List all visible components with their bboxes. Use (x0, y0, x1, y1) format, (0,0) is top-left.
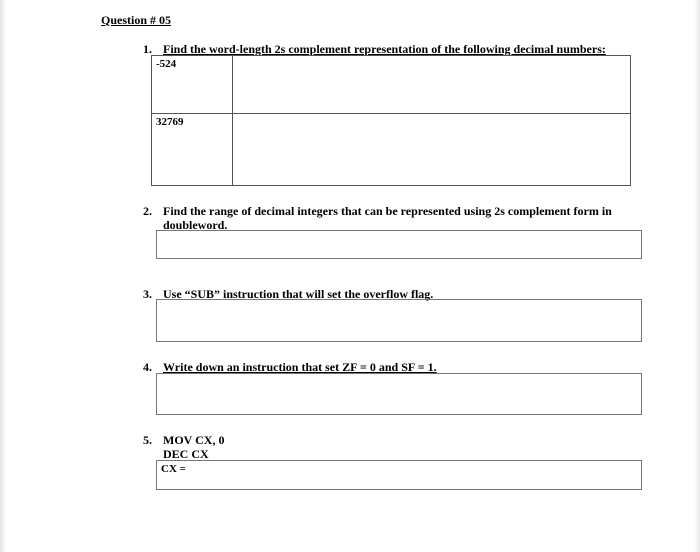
page-edge-left (0, 0, 6, 552)
question-1-number: 1. (143, 42, 152, 56)
question-title: Question # 05 (101, 13, 172, 27)
question-3-answer-box[interactable] (156, 299, 642, 342)
question-3-text: Use “SUB” instruction that will set the overflow flag. (163, 287, 434, 301)
question-1-text: Find the word-length 2s complement representation of the following decimal numbers: (163, 42, 606, 56)
table-cell-number: -524 (152, 56, 233, 114)
question-4-number: 4. (143, 360, 152, 374)
page-edge-right (694, 0, 700, 552)
table-cell-answer[interactable] (233, 114, 631, 186)
question-5-line-2: DEC CX (163, 447, 209, 461)
question-4-answer-box[interactable] (156, 373, 642, 415)
question-5-answer-box[interactable] (156, 460, 642, 490)
question-5-number: 5. (143, 433, 152, 447)
question-2-text: Find the range of decimal integers that can be represented using 2s complement form in doubleword. (163, 204, 612, 232)
question-5-line-1: MOV CX, 0 (163, 433, 225, 447)
question-1-answer-table (151, 55, 631, 186)
table-cell-number: 32769 (152, 114, 233, 186)
question-2-answer-box[interactable] (156, 230, 642, 259)
table-row (152, 56, 631, 114)
question-3-number: 3. (143, 287, 152, 301)
question-5-answer-label: CX = (161, 463, 186, 475)
table-cell-answer[interactable] (233, 56, 631, 114)
question-2-number: 2. (143, 204, 152, 218)
table-row (152, 114, 631, 186)
question-4-text: Write down an instruction that set ZF = 0 and SF = 1. (163, 360, 437, 374)
